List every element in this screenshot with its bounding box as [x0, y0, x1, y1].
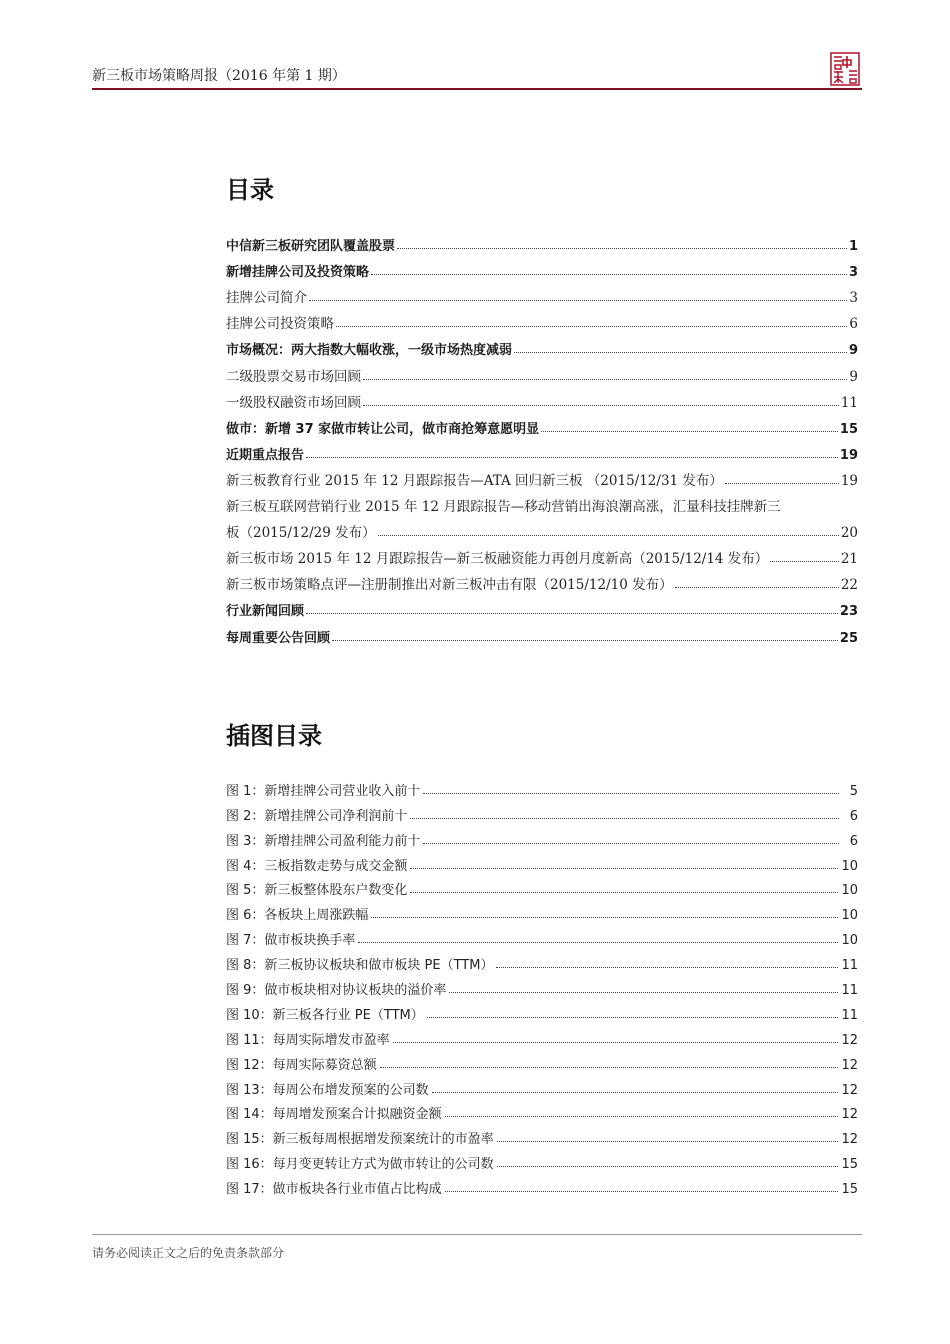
toc-entry-page: 19: [839, 447, 858, 463]
leader-dots: [496, 966, 838, 968]
figure-entry-page: 6: [849, 808, 858, 824]
figure-entry-text: 图 12：每周实际募资总额: [226, 1057, 377, 1073]
leader-dots: [371, 273, 847, 275]
leader-dots: [449, 991, 838, 993]
leader-dots: [332, 639, 838, 641]
leader-dots: [725, 482, 839, 484]
leader-dots: [336, 325, 847, 327]
leader-dots: [306, 612, 838, 614]
leader-dots: [541, 430, 838, 432]
figure-entry[interactable]: [226, 1023, 858, 1048]
toc-entry-text: 挂牌公司投资策略: [226, 316, 334, 333]
figure-entry[interactable]: [226, 1073, 858, 1098]
toc-entry-text: 新增挂牌公司及投资策略: [226, 265, 370, 281]
leader-dots: [397, 247, 847, 249]
figure-entry-text: 图 11：每周实际增发市盈率: [226, 1032, 390, 1048]
figure-entry-page: 6: [849, 833, 858, 849]
toc-entry-text: 二级股票交易市场回顾: [226, 368, 361, 385]
figure-entry-page: 15: [841, 1182, 858, 1198]
figure-entry-page: 12: [841, 1057, 858, 1073]
leader-dots: [410, 867, 838, 869]
toc-entry-page: 3: [849, 290, 858, 307]
citic-securities-logo: [830, 52, 860, 86]
toc-entry-text: 做市：新增 37 家做市转让公司，做市商抢筹意愿明显: [226, 421, 540, 437]
toc-entry-page: 20: [840, 525, 858, 542]
figure-entry-text: 图 13：每周公布增发预案的公司数: [226, 1082, 429, 1098]
figure-entry-text: 图 4：三板指数走势与成交金额: [226, 858, 408, 874]
figure-entry[interactable]: [226, 1098, 858, 1123]
leader-dots: [378, 534, 839, 536]
toc-entry[interactable]: [226, 332, 858, 358]
toc-entry-text: 新三板市场策略点评—注册制推出对新三板冲击有限（2015/12/10 发布）: [226, 577, 673, 594]
toc-entry[interactable]: [226, 385, 858, 411]
toc-entry-text: 近期重点报告: [226, 447, 305, 463]
toc-entry-page: 22: [840, 577, 858, 594]
figure-entry[interactable]: [226, 849, 858, 874]
leader-dots: [432, 1091, 839, 1093]
figure-entry-text: 图 2：新增挂牌公司净利润前十: [226, 808, 408, 824]
toc-entry-text-cont: 板（2015/12/29 发布）: [226, 525, 376, 542]
figure-entry-page: 11: [841, 983, 858, 999]
toc-entry-text: 每周重要公告回顾: [226, 630, 331, 646]
toc-entry[interactable]: [226, 593, 858, 619]
leader-dots: [363, 378, 847, 380]
toc-entry-text: 行业新闻回顾: [226, 604, 305, 620]
figure-entry[interactable]: [226, 824, 858, 849]
leader-dots: [514, 351, 847, 353]
toc-entry-page: 23: [839, 604, 858, 620]
leader-dots: [445, 1115, 839, 1117]
toc-entry[interactable]: [226, 306, 858, 332]
figure-entry[interactable]: [226, 1048, 858, 1073]
toc-entry-page: 1: [848, 239, 858, 255]
figure-entry-text: 图 8：新三板协议板块和做市板块 PE（TTM）: [226, 958, 494, 974]
table-of-contents: [226, 228, 858, 646]
figure-entry[interactable]: [226, 874, 858, 899]
figures-title: 插图目录: [226, 722, 322, 750]
figure-entry-page: 12: [841, 1082, 858, 1098]
toc-entry[interactable]: [226, 619, 858, 645]
leader-dots: [497, 1140, 839, 1142]
figure-entry-text: 图 15：新三板每周根据增发预案统计的市盈率: [226, 1132, 494, 1148]
figure-entry[interactable]: [226, 799, 858, 824]
leader-dots: [371, 916, 838, 918]
figure-entry-page: 10: [841, 908, 858, 924]
leader-dots: [427, 1016, 839, 1018]
leader-dots: [497, 1165, 839, 1167]
toc-entry-page: 11: [840, 394, 858, 411]
toc-entry[interactable]: [226, 567, 858, 593]
figure-entry-text: 图 17：做市板块各行业市值占比构成: [226, 1182, 442, 1198]
toc-entry[interactable]: [226, 280, 858, 306]
figure-entry-page: 11: [841, 1007, 858, 1023]
figure-entry-page: 10: [841, 858, 858, 874]
leader-dots: [309, 299, 847, 301]
toc-entry-text: 市场概况：两大指数大幅收涨，一级市场热度减弱: [226, 343, 513, 359]
toc-entry-page: 6: [849, 316, 858, 333]
toc-entry-text: 新三板市场 2015 年 12 月跟踪报告—新三板融资能力再创月度新高（2015/12/14 发布）: [226, 551, 769, 568]
toc-entry-text: 挂牌公司简介: [226, 290, 307, 307]
leader-dots: [770, 560, 839, 562]
figure-entry[interactable]: [226, 1147, 858, 1172]
figure-entry-text: 图 1：新增挂牌公司营业收入前十: [226, 783, 421, 799]
page-header: [92, 62, 862, 92]
figure-entry[interactable]: [226, 1122, 858, 1147]
leader-dots: [445, 1190, 839, 1192]
figure-entry[interactable]: [226, 898, 858, 923]
figure-entry-text: 图 14：每周增发预案合计拟融资金额: [226, 1107, 442, 1123]
figure-entry[interactable]: [226, 774, 858, 799]
toc-entry-page: 15: [839, 421, 858, 437]
toc-title: 目录: [226, 176, 274, 204]
toc-entry[interactable]: [226, 489, 858, 515]
toc-entry[interactable]: [226, 358, 858, 384]
page-footer: [92, 1234, 862, 1261]
figure-entry-page: 10: [841, 883, 858, 899]
toc-entry[interactable]: [226, 463, 858, 489]
toc-entry[interactable]: [226, 437, 858, 463]
toc-entry[interactable]: [226, 541, 858, 567]
toc-entry-page: 9: [849, 368, 858, 385]
leader-dots: [410, 817, 839, 819]
figure-entry-text: 图 10：新三板各行业 PE（TTM）: [226, 1007, 424, 1023]
leader-dots: [306, 456, 838, 458]
footer-rule: [92, 1234, 862, 1235]
leader-dots: [358, 941, 838, 943]
figure-entry-text: 图 9：做市板块相对协议板块的溢价率: [226, 983, 447, 999]
figure-entry[interactable]: [226, 948, 858, 973]
toc-entry-page: 9: [848, 343, 858, 359]
toc-entry-text: 一级股权融资市场回顾: [226, 394, 361, 411]
toc-entry[interactable]: [226, 228, 858, 254]
toc-entry-page: 21: [840, 551, 858, 568]
toc-entry-page: 25: [839, 630, 858, 646]
leader-dots: [410, 891, 838, 893]
figure-entry-page: 12: [841, 1132, 858, 1148]
figure-entry[interactable]: [226, 998, 858, 1023]
report-title: 新三板市场策略周报（2016 年第 1 期）: [92, 68, 346, 84]
toc-entry-page: 3: [848, 265, 858, 281]
figure-entry-page: 12: [841, 1032, 858, 1048]
figure-entry-page: 10: [841, 933, 858, 949]
figure-entry-text: 图 5：新三板整体股东户数变化: [226, 883, 408, 899]
list-of-figures: [226, 774, 858, 1197]
leader-dots: [363, 404, 839, 406]
toc-entry-text: 新三板教育行业 2015 年 12 月跟踪报告—ATA 回归新三板 （2015/12/31 发布）: [226, 472, 723, 489]
leader-dots: [675, 586, 839, 588]
toc-entry-page: 19: [840, 472, 858, 489]
leader-dots: [423, 792, 839, 794]
leader-dots: [380, 1066, 839, 1068]
leader-dots: [393, 1041, 839, 1043]
figure-entry-text: 图 3：新增挂牌公司盈利能力前十: [226, 833, 421, 849]
toc-entry-text: 中信新三板研究团队覆盖股票: [226, 239, 396, 255]
figure-entry-page: 5: [849, 783, 858, 799]
toc-entry[interactable]: [226, 254, 858, 280]
figure-entry-page: 15: [841, 1157, 858, 1173]
figure-entry-text: 图 6：各板块上周涨跌幅: [226, 908, 369, 924]
leader-dots: [423, 842, 839, 844]
toc-entry-continuation[interactable]: [226, 515, 858, 541]
figure-entry[interactable]: [226, 973, 858, 998]
figure-entry-page: 11: [841, 958, 858, 974]
figure-entry[interactable]: [226, 1172, 858, 1197]
figure-entry-page: 12: [841, 1107, 858, 1123]
figure-entry-text: 图 16：每月变更转让方式为做市转让的公司数: [226, 1157, 494, 1173]
header-rule: [92, 88, 862, 90]
disclaimer-note: 请务必阅读正文之后的免责条款部分: [92, 1246, 285, 1260]
toc-entry-text: 新三板互联网营销行业 2015 年 12 月跟踪报告—移动营销出海浪潮高涨，汇量科技挂牌新三: [226, 499, 781, 516]
toc-entry[interactable]: [226, 411, 858, 437]
figure-entry[interactable]: [226, 923, 858, 948]
figure-entry-text: 图 7：做市板块换手率: [226, 933, 356, 949]
